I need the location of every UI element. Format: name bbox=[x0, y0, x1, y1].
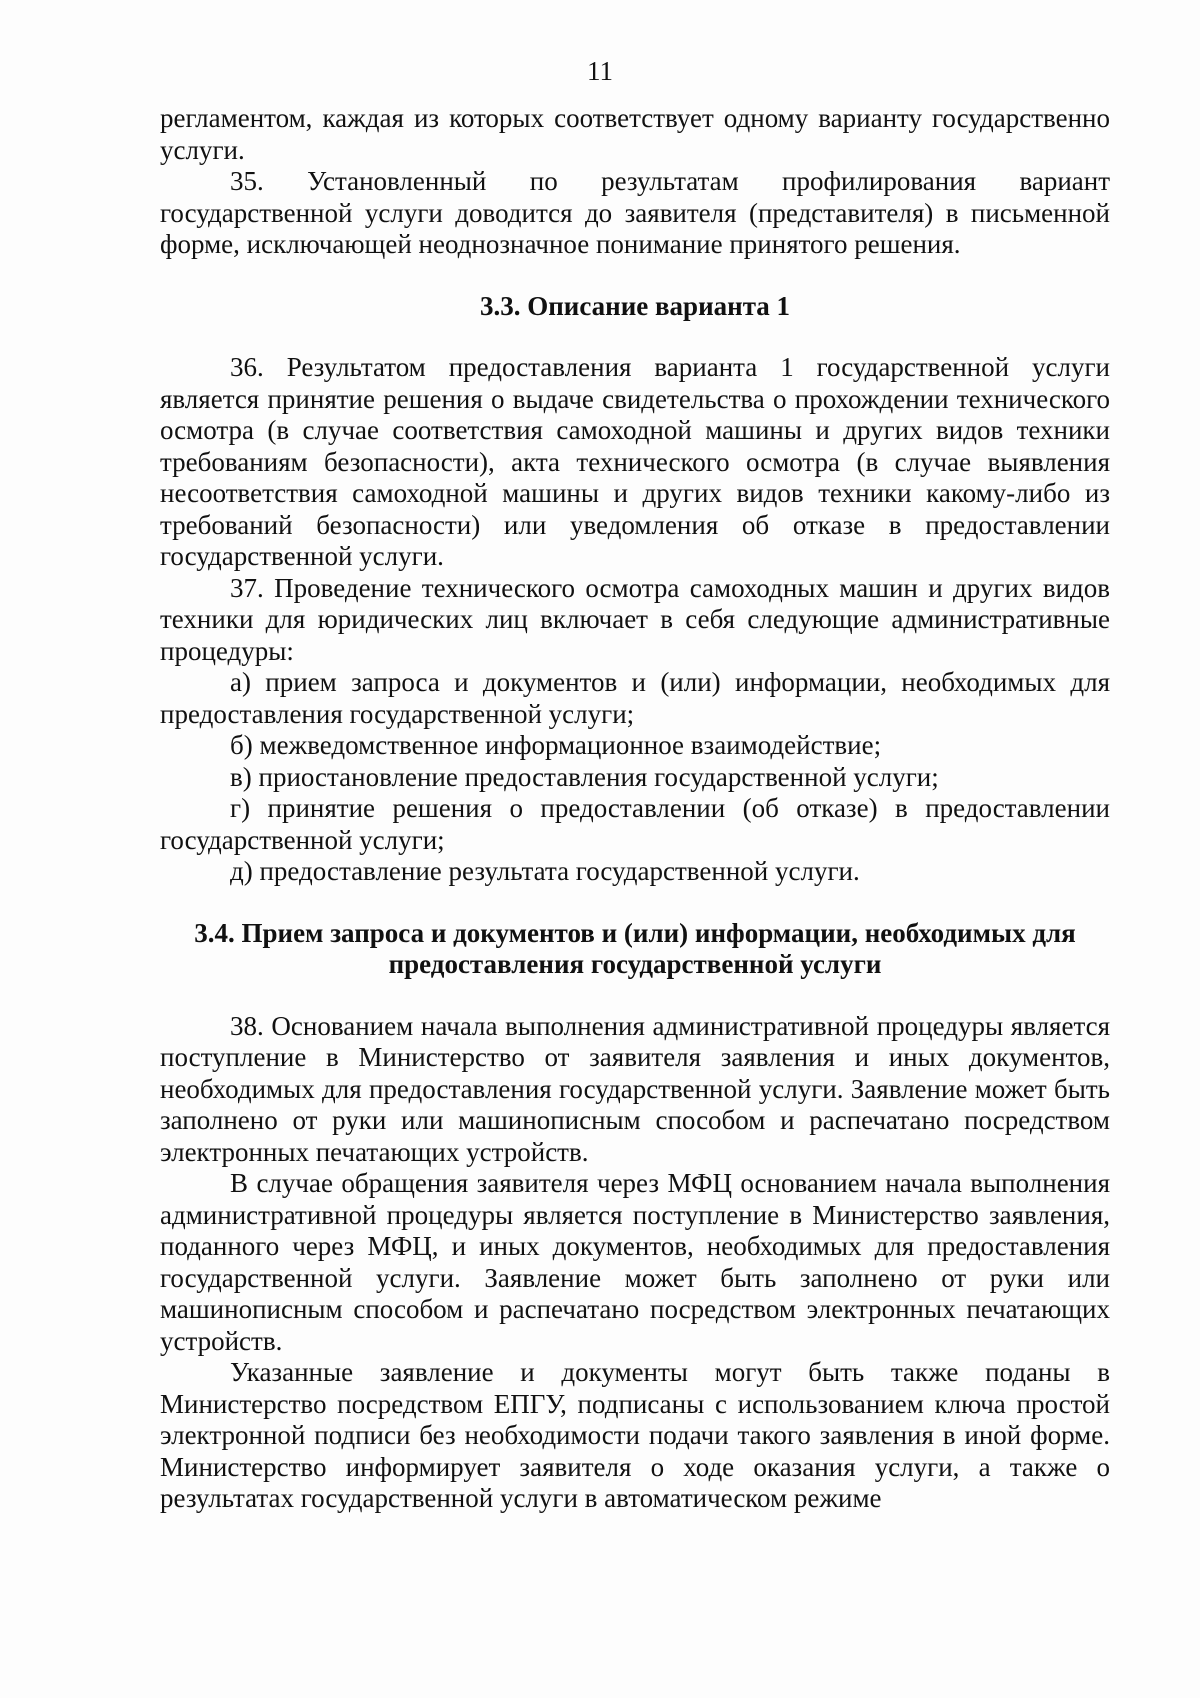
paragraph-35: 35. Установленный по результатам профилирования вариант государственной услуги доводится до заявителя (представителя) в письменной форме, исключающей неоднозначное понимание принятого решения. bbox=[160, 166, 1110, 259]
paragraph-mfc: В случае обращения заявителя через МФЦ основанием начала выполнения административной процедуры является поступление в Министерство заявления, поданного через МФЦ, и иных документов, необходимых для предоставления государственной услуги. Заявление может быть заполнено от руки или машинописным способом и распечатано посредством электронных печатающих устройств. bbox=[160, 1168, 1110, 1356]
document-body bbox=[160, 103, 1110, 1515]
paragraph-36: 36. Результатом предоставления варианта 1 государственной услуги является принятие решения о выдаче свидетельства о прохождении технического осмотра (в случае соответствия самоходной машины и других видов техники требованиям безопасности), акта технического осмотра (в случае выявления несоответствия самоходной машины и других видов техники какому-либо из требований безопасности) или уведомления об отказе в предоставлении государственной услуги. bbox=[160, 352, 1110, 571]
paragraph-continuation: регламентом, каждая из которых соответствует одному варианту государственно услуги. bbox=[160, 103, 1110, 165]
paragraph-epgu: Указанные заявление и документы могут быть также поданы в Министерство посредством ЕПГУ, подписаны с использованием ключа простой электронной подписи без необходимости подачи такого заявления в иной форме. Министерство информирует заявителя о ходе оказания услуги, а также о результатах государственной услуги в автоматическом режиме bbox=[160, 1357, 1110, 1513]
paragraph-37: 37. Проведение технического осмотра самоходных машин и других видов техники для юридических лиц включает в себя следующие административные процедуры: bbox=[160, 572, 1110, 666]
list-item-g: г) принятие решения о предоставлении (об отказе) в предоставлении государственной услуги; bbox=[160, 793, 1110, 855]
list-item-v: в) приостановление предоставления государственной услуги; bbox=[230, 761, 939, 792]
paragraph-38: 38. Основанием начала выполнения административной процедуры является поступление в Министерство от заявителя заявления и иных документов, необходимых для предоставления государственной услуги. Заявление может быть заполнено от руки или машинописным способом и распечатано посредством электронных печатающих устройств. bbox=[160, 1010, 1110, 1167]
list-item-d: д) предоставление результата государственной услуги. bbox=[230, 856, 860, 886]
section-heading-3-4: 3.4. Прием запроса и документов и (или) информации, необходимых для предоставления государственной услуги bbox=[194, 917, 1076, 979]
page-number: 11 bbox=[587, 56, 613, 86]
list-item-a: а) прием запроса и документов и (или) информации, необходимых для предоставления государственной услуги; bbox=[160, 667, 1110, 729]
list-item-b: б) межведомственное информационное взаимодействие; bbox=[230, 730, 882, 760]
section-heading-3-3: 3.3. Описание варианта 1 bbox=[479, 290, 791, 321]
